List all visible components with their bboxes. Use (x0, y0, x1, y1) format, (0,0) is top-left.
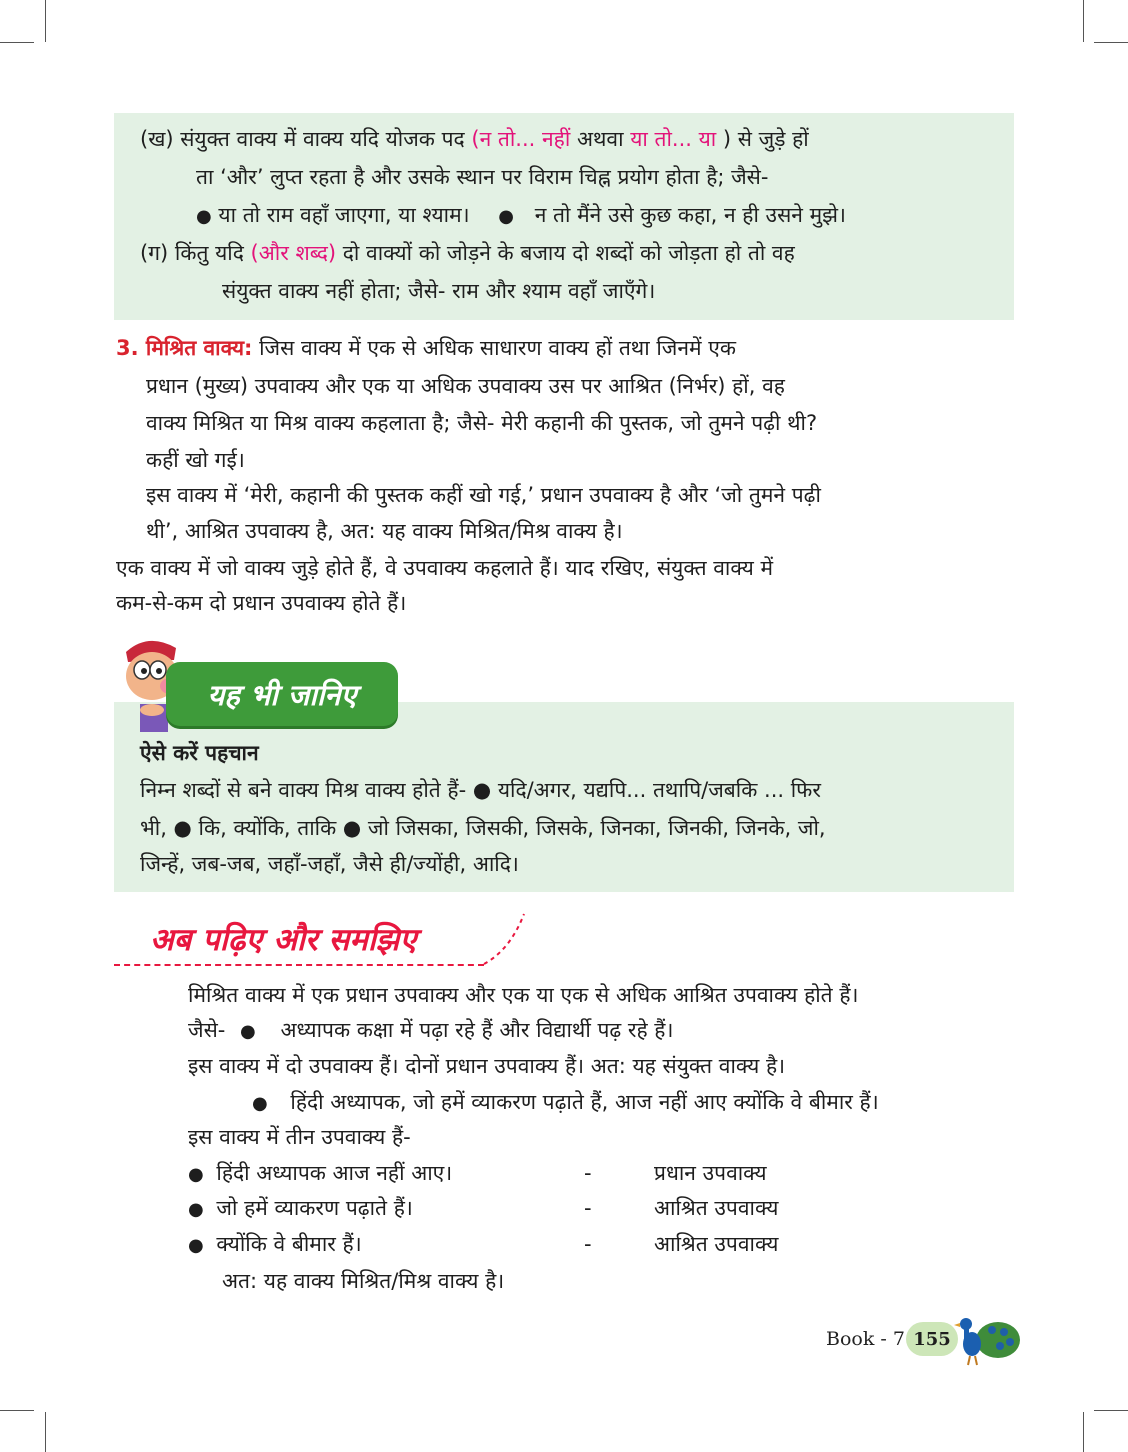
box1-line5: संयुक्त वाक्य नहीं होता; जैसे- राम और श्याम वहाँ जाएँगे। (222, 279, 656, 303)
bullet-icon: ● (498, 206, 514, 227)
text: जैसे- (188, 1018, 226, 1042)
heading-flourish-icon (480, 910, 530, 970)
text: हिंदी अध्यापक, जो हमें व्याकरण पढ़ाते हैं, आज नहीं आए क्योंकि वे बीमार हैं। (290, 1090, 879, 1114)
para-line2: कम-से-कम दो प्रधान उपवाक्य होते हैं। (116, 591, 407, 615)
text: ) से जुड़े हों (716, 127, 809, 151)
crop-mark (1094, 42, 1128, 43)
crop-mark (1083, 1412, 1084, 1452)
row-dash: - (584, 1161, 592, 1185)
bullet-icon: ● (196, 206, 212, 227)
page-number: 155 (906, 1322, 958, 1356)
box1-line4 (140, 238, 795, 268)
text: अथवा (570, 127, 631, 151)
read-line5: इस वाक्य में तीन उपवाक्य हैं- (188, 1125, 411, 1149)
read-line2 (188, 1015, 673, 1047)
crop-mark (1083, 0, 1084, 42)
clause-type: आश्रित उपवाक्य (654, 1196, 779, 1220)
para-line1: एक वाक्य में जो वाक्य जुड़े होते हैं, वे उपवाक्य कहलाते हैं। याद रखिए, संयुक्त वाक्य में (116, 556, 774, 580)
section3-line5: इस वाक्य में ‘मेरी, कहानी की पुस्तक कहीं खो गई,’ प्रधान उपवाक्य है और ‘जो तुमने पढ़ी (146, 483, 821, 507)
table-row (188, 1193, 413, 1225)
highlight-text: (और शब्द) (250, 241, 337, 265)
book-label: Book - 7 (826, 1328, 905, 1350)
clause-type: आश्रित उपवाक्य (654, 1232, 779, 1256)
bullet-icon: ● (252, 1093, 268, 1114)
crop-mark (0, 1410, 34, 1411)
section-label: 3. मिश्रित वाक्य: (116, 336, 253, 360)
conclusion: अत: यह वाक्य मिश्रित/मिश्र वाक्य है। (222, 1269, 505, 1293)
section3-line3: वाक्य मिश्रित या मिश्र वाक्य कहलाता है; जैसे- मेरी कहानी की पुस्तक, जो तुमने पढ़ी थी? (146, 411, 818, 435)
row-dash: - (584, 1196, 592, 1220)
section3-line6: थी’, आश्रित उपवाक्य है, अत: यह वाक्य मिश्रित/मिश्र वाक्य है। (146, 519, 623, 543)
peacock-icon (952, 1310, 1022, 1366)
read-line4 (252, 1087, 879, 1119)
section3-line1 (116, 333, 736, 363)
example-text: न तो मैंने उसे कुछ कहा, न ही उसने मुझे। (534, 203, 846, 227)
clause-type: प्रधान उपवाक्य (654, 1161, 767, 1185)
bullet-icon: ● (188, 1235, 204, 1256)
text: जिस वाक्य में एक से अधिक साधारण वाक्य हों तथा जिनमें एक (252, 336, 736, 360)
bullet-icon: ● (240, 1021, 256, 1042)
know-banner: यह भी जानिए (166, 662, 398, 726)
box1-line2: ता ‘और’ लुप्त रहता है और उसके स्थान पर विराम चिह्न प्रयोग होता है; जैसे- (196, 165, 769, 189)
text: अध्यापक कक्षा में पढ़ा रहे हैं और विद्यार्थी पढ़ रहे हैं। (280, 1018, 674, 1042)
read-line3: इस वाक्य में दो उपवाक्य हैं। दोनों प्रधान उपवाक्य हैं। अत: यह संयुक्त वाक्य है। (188, 1054, 786, 1078)
bullet-icon: ● (188, 1199, 204, 1220)
read-heading: अब पढ़िए और समझिए (150, 922, 417, 958)
read-line1: मिश्रित वाक्य में एक प्रधान उपवाक्य और एक या एक से अधिक आश्रित उपवाक्य होते हैं। (188, 983, 859, 1007)
clause-text: जो हमें व्याकरण पढ़ाते हैं। (216, 1196, 413, 1220)
text: (ख) संयुक्त वाक्य में वाक्य यदि योजक पद (140, 127, 472, 151)
crop-mark (0, 42, 34, 43)
crop-mark (45, 1412, 46, 1452)
table-row (188, 1229, 362, 1261)
section3-line2: प्रधान (मुख्य) उपवाक्य और एक या अधिक उपवाक्य उस पर आश्रित (निर्भर) हों, वह (146, 374, 785, 398)
table-row (188, 1158, 452, 1190)
example-text: या तो राम वहाँ जाएगा, या श्याम। (218, 203, 470, 227)
text: (ग) किंतु यदि (140, 241, 251, 265)
clause-text: क्योंकि वे बीमार हैं। (216, 1232, 362, 1256)
highlight-text: या तो... या (630, 127, 717, 151)
box1-line1 (140, 124, 809, 154)
bullet-icon: ● (188, 1164, 204, 1185)
know-line3: जिन्हें, जब-जब, जहाँ-जहाँ, जैसे ही/ज्योंही, आदि। (140, 852, 519, 876)
crop-mark (45, 0, 46, 42)
know-heading: ऐसे करें पहचान (140, 741, 259, 765)
highlight-text: (न तो... नहीं (471, 127, 571, 151)
section3-line4: कहीं खो गई। (146, 448, 245, 472)
box1-line3 (196, 200, 846, 232)
crop-mark (1094, 1410, 1128, 1411)
text: दो वाक्यों को जोड़ने के बजाय दो शब्दों को जोड़ता हो तो वह (336, 241, 795, 265)
row-dash: - (584, 1232, 592, 1256)
clause-text: हिंदी अध्यापक आज नहीं आए। (216, 1161, 453, 1185)
know-line1: निम्न शब्दों से बने वाक्य मिश्र वाक्य होते हैं- ● यदि/अगर, यद्यपि... तथापि/जबकि ... फिर (140, 778, 821, 802)
know-line2: भी, ● कि, क्योंकि, ताकि ● जो जिसका, जिसकी, जिसके, जिनका, जिनकी, जिनके, जो, (140, 816, 826, 840)
heading-underline (114, 964, 484, 966)
